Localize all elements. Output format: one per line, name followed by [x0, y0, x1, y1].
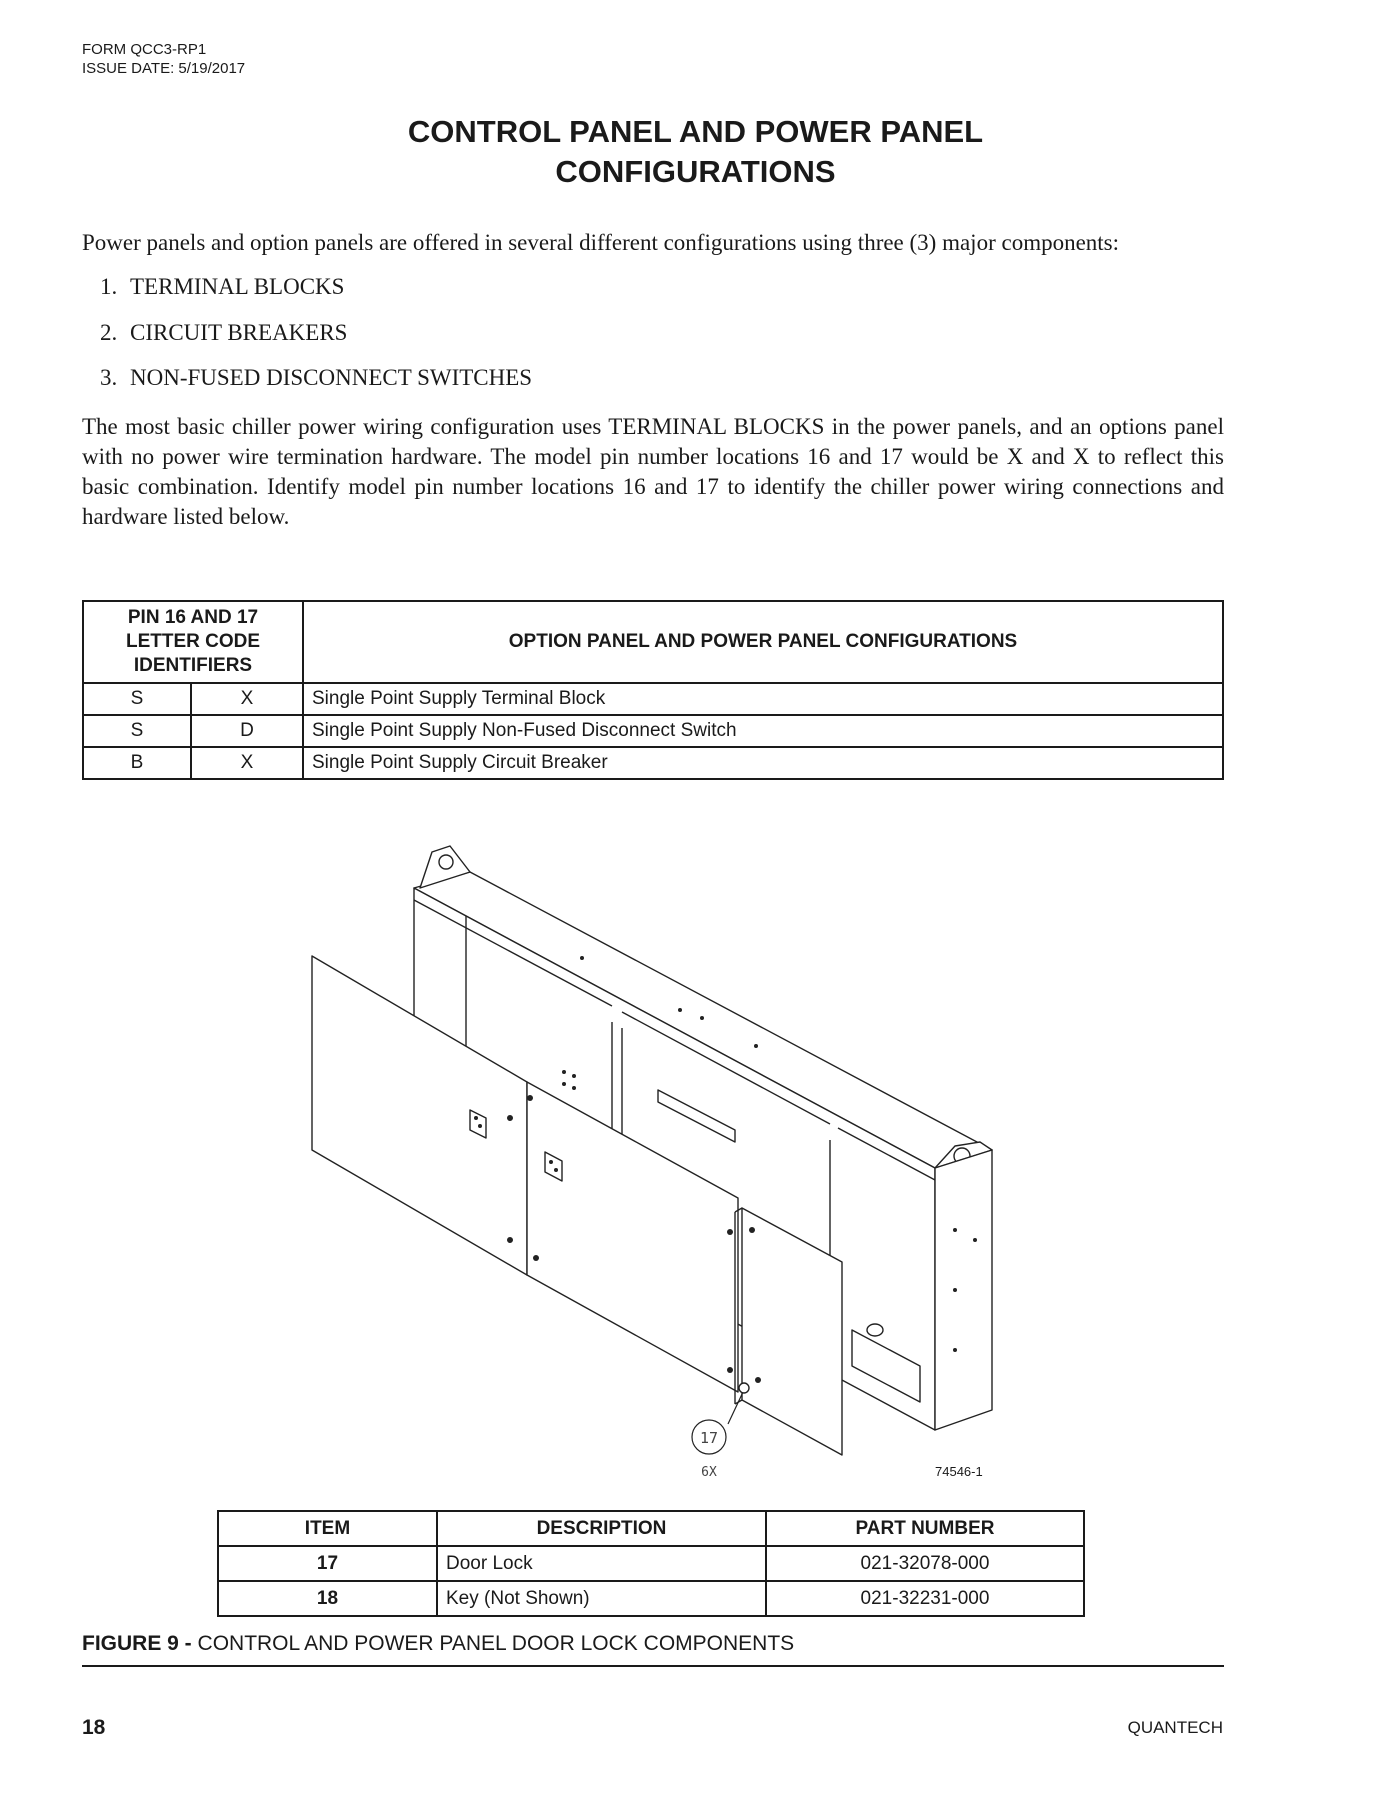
- pin-code-header: PIN 16 AND 17 LETTER CODE IDENTIFIERS: [83, 601, 303, 683]
- item-callout: [692, 1383, 749, 1480]
- figure-label: FIGURE 9 -: [82, 1632, 192, 1655]
- intro-text: Power panels and option panels are offered in several different configurations using three (3) major components:: [82, 230, 1120, 255]
- table-row: [83, 715, 1223, 747]
- table-row: [83, 683, 1223, 715]
- list-item: [100, 272, 532, 318]
- list-label: TERMINAL BLOCKS: [130, 274, 345, 299]
- config-cell: Single Point Supply Terminal Block: [303, 683, 1223, 715]
- footer-divider: [82, 1665, 1224, 1667]
- pin17-cell: X: [191, 747, 303, 779]
- part-number-cell: 021-32231-000: [766, 1581, 1084, 1616]
- housing-side: [935, 1150, 992, 1430]
- pin16-cell: S: [83, 715, 191, 747]
- description-header: DESCRIPTION: [437, 1511, 766, 1546]
- table-header-row: [218, 1511, 1084, 1546]
- page-title-line1: CONTROL PANEL AND POWER PANEL: [407, 114, 984, 149]
- figure-caption-text: CONTROL AND POWER PANEL DOOR LOCK COMPONENTS: [191, 1632, 795, 1655]
- page-title-line2: CONFIGURATIONS: [555, 154, 836, 189]
- panel-drawing: [300, 840, 1000, 1480]
- list-number: 2.: [100, 319, 118, 345]
- table-row: [83, 747, 1223, 779]
- description-cell: Key (Not Shown): [437, 1581, 766, 1616]
- description-cell: Door Lock: [437, 1546, 766, 1581]
- item-cell: 18: [218, 1581, 437, 1616]
- parts-table: [217, 1510, 1085, 1617]
- callout-quantity: 6X: [701, 1465, 717, 1480]
- item-header: ITEM: [218, 1511, 437, 1546]
- table-row: [218, 1546, 1084, 1581]
- list-label: CIRCUIT BREAKERS: [130, 319, 348, 345]
- table-header-row: [83, 601, 1223, 683]
- list-number: 3.: [100, 365, 118, 390]
- list-item: [100, 318, 532, 364]
- page-number: 18: [82, 1716, 106, 1739]
- table-row: [218, 1581, 1084, 1616]
- config-cell: Single Point Supply Non-Fused Disconnect Switch: [303, 715, 1223, 747]
- figure-caption: [82, 1632, 794, 1656]
- pin17-cell: D: [191, 715, 303, 747]
- form-number: FORM QCC3-RP1: [82, 41, 207, 58]
- part-number-cell: 021-32078-000: [766, 1546, 1084, 1581]
- form-header: [82, 40, 245, 78]
- callout-item-number: 17: [699, 1429, 719, 1447]
- components-list: [100, 272, 532, 409]
- body-paragraph: The most basic chiller power wiring configuration uses TERMINAL BLOCKS in the power panels, and an options panel with no power wire termination hardware. The model pin number locations 16 and 17 would be X and X to reflect this basic combination. Identify model pin number locations 16 and 17 to identify the chiller power wiring connections and hardware listed below.: [82, 414, 1224, 529]
- list-number: 1.: [100, 274, 118, 299]
- config-header: OPTION PANEL AND POWER PANEL CONFIGURATIONS: [303, 601, 1223, 683]
- list-label: NON-FUSED DISCONNECT SWITCHES: [130, 365, 533, 390]
- part-number-header: PART NUMBER: [766, 1511, 1084, 1546]
- brand-name: QUANTECH: [1127, 1718, 1223, 1737]
- item-cell: 17: [218, 1546, 437, 1581]
- list-item: [100, 363, 532, 409]
- pin16-cell: B: [83, 747, 191, 779]
- config-cell: Single Point Supply Circuit Breaker: [303, 747, 1223, 779]
- page-title: [0, 112, 1391, 192]
- drawing-code: 74546-1: [935, 1464, 983, 1479]
- pin16-cell: S: [83, 683, 191, 715]
- config-table: [82, 600, 1224, 780]
- issue-date: ISSUE DATE: 5/19/2017: [82, 60, 246, 77]
- pin17-cell: X: [191, 683, 303, 715]
